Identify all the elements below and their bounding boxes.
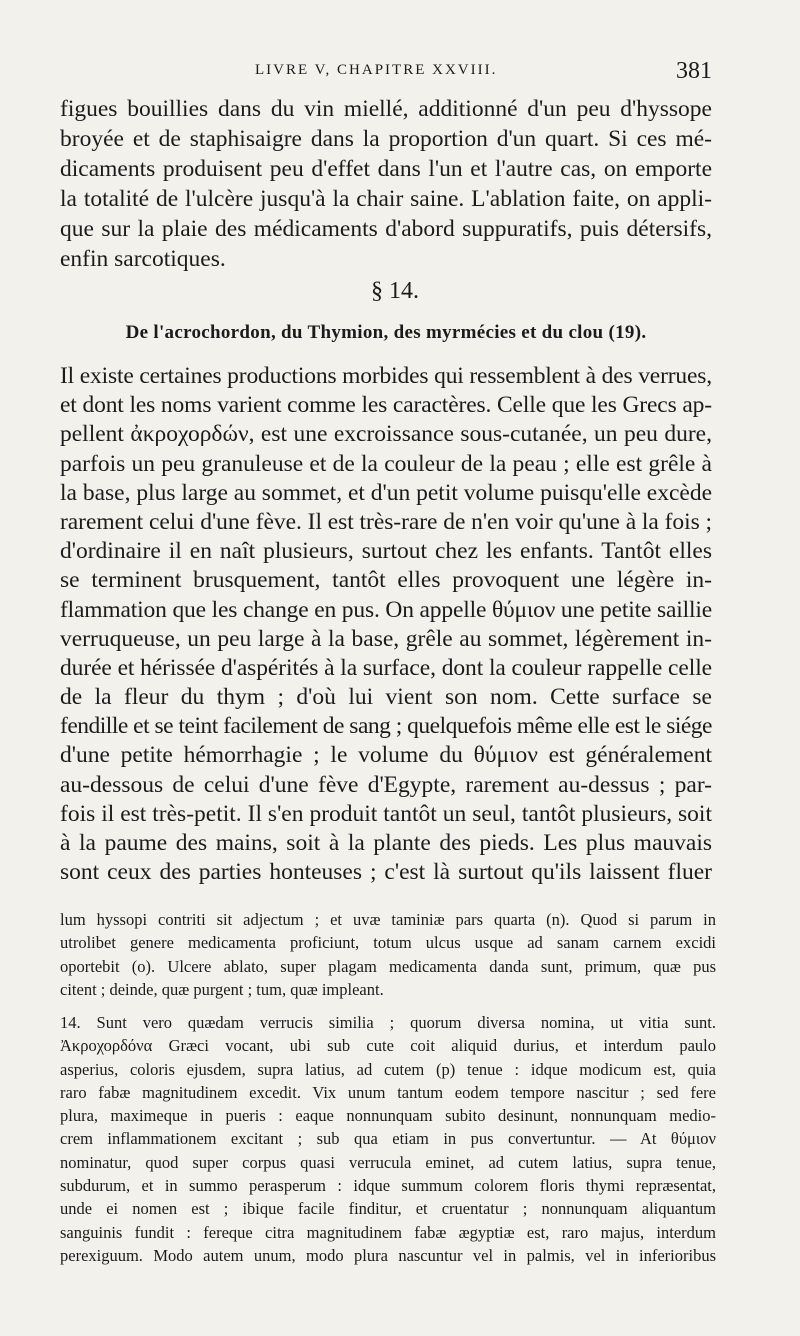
page-number: 381: [676, 58, 712, 84]
text-line: enfin sarcotiques.: [60, 246, 226, 272]
text-line: à la paume des mains, soit à la plante des pieds. Les plus mauvais: [60, 830, 712, 856]
latin-line: Ἀκροχορδόνα Græci vocant, ubi sub cute coit aliquid durius, et interdum paulo: [60, 1036, 716, 1056]
text-line: Il existe certaines productions morbides qui ressemblent à des verrues,: [60, 363, 712, 389]
text-line: flammation que les change en pus. On appelle θύμιον une petite saillie: [60, 596, 712, 623]
text-line: sont ceux des parties honteuses ; c'est là surtout qu'ils laissent fluer: [60, 859, 712, 886]
paragraph-continued: [60, 94, 712, 274]
text-line: la totalité de l'ulcère jusqu'à la chair saine. L'ablation faite, on appli-: [60, 186, 712, 212]
text-line: fendille et se teint facilement de sang ; quelquefois même elle est le siége: [60, 713, 712, 740]
text-line: se terminent brusquement, tantôt elles provoquent une légère in-: [60, 567, 712, 594]
text-line: broyée et de staphisaigre dans la proportion d'un quart. Si ces mé-: [60, 126, 712, 152]
text-line: d'une petite hémorrhagie ; le volume du θύμιον est généralement: [60, 742, 712, 769]
section-number: § 14.: [371, 278, 419, 304]
text-line: fois il est très-petit. Il s'en produit tantôt un seul, tantôt plusieurs, soit: [60, 800, 712, 827]
latin-line: lum hyssopi contriti sit adjectum ; et uvæ taminiæ pars quarta (n). Quod si parum in: [60, 910, 716, 929]
latin-line: subdurum, et in summo perasperum : idque summum colorem floris thymi repræsentat,: [60, 1176, 716, 1196]
latin-line: raro fabæ magnitudinem excedit. Vix unum tantum eodem tempore nascitur ; sed fere: [60, 1082, 716, 1102]
text-line: et dont les noms varient comme les caractères. Celle que les Grecs ap-: [60, 392, 712, 419]
text-line: parfois un peu granuleuse et de la couleur de la peau ; elle est grêle à: [60, 450, 712, 477]
text-line: pellent ἀκροχορδών, est une excroissance sous-cutanée, un peu dure,: [60, 421, 712, 448]
latin-line: oportebit (o). Ulcere ablato, super plagam medicamenta danda sunt, primum, quæ pus: [60, 956, 716, 976]
latin-line: utrolibet genere medicamenta proficiunt, totum ulcus usque ad sanam carnem excidi: [60, 933, 716, 953]
paragraph-section-14: [60, 362, 712, 887]
latin-line: citent ; deinde, quæ purgent ; tum, quæ impleant.: [60, 979, 384, 999]
latin-line: plura, maximeque in pueris : eaque nonnunquam subito desinunt, nonnunquam medio-: [60, 1106, 716, 1126]
latin-line: asperius, coloris ejusdem, supra latius, ad cutem (p) tenue : idque modicum est, quia: [60, 1059, 716, 1079]
text-line: durée et hérissée d'aspérités à la surface, dont la couleur rappelle celle: [60, 654, 712, 681]
latin-text-continued: [60, 908, 716, 1001]
latin-text-section-14: [60, 1011, 716, 1267]
text-line: la base, plus large au sommet, et d'un petit volume puisqu'elle excède: [60, 479, 712, 506]
latin-line: unde ei nomen est ; ibique facile finditur, et cruentatur ; nonnunquam aliquantum: [60, 1199, 716, 1219]
latin-line: nominatur, quod super corpus quasi verrucula eminet, ad cutem latius, supra tenue,: [60, 1152, 716, 1172]
text-line: que sur la plaie des médicaments d'abord suppuratifs, puis détersifs,: [60, 216, 712, 242]
latin-line: perexiguum. Modo autem unum, modo plura nascuntur vel in palmis, vel in inferioribus: [60, 1245, 716, 1265]
text-line: de la fleur du thym ; d'où lui vient son nom. Cette surface se: [60, 684, 712, 711]
latin-line: 14. Sunt vero quædam verrucis similia ; quorum diversa nomina, ut vitia sunt.: [60, 1013, 716, 1032]
text-line: d'ordinaire il en naît plusieurs, surtout chez les enfants. Tantôt elles: [60, 538, 712, 565]
text-line: rarement celui d'une fève. Il est très-rare de n'en voir qu'une à la fois ;: [60, 508, 712, 535]
section-heading: De l'acrochordon, du Thymion, des myrmécies et du clou (19).: [125, 322, 647, 343]
latin-line: crem inflammationem excitant ; sub qua etiam in pus convertuntur. — At θύμιον: [60, 1129, 716, 1149]
latin-line: sanguinis fundit : fereque citra magnitudinem fabæ ægyptiæ est, raro majus, interdum: [60, 1222, 716, 1242]
running-head: [0, 58, 800, 90]
text-line: verruqueuse, un peu large à la base, grêle au sommet, légèrement in-: [60, 625, 712, 652]
text-line: dicaments produisent peu d'effet dans l'un et l'autre cas, on emporte: [60, 156, 712, 182]
running-title: LIVRE V, CHAPITRE XXVIII.: [255, 62, 498, 78]
text-line: au-dessous de celui d'une fève d'Egypte, rarement au-dessus ; par-: [60, 771, 712, 798]
text-line: figues bouillies dans du vin miellé, additionné d'un peu d'hyssope: [60, 96, 712, 122]
